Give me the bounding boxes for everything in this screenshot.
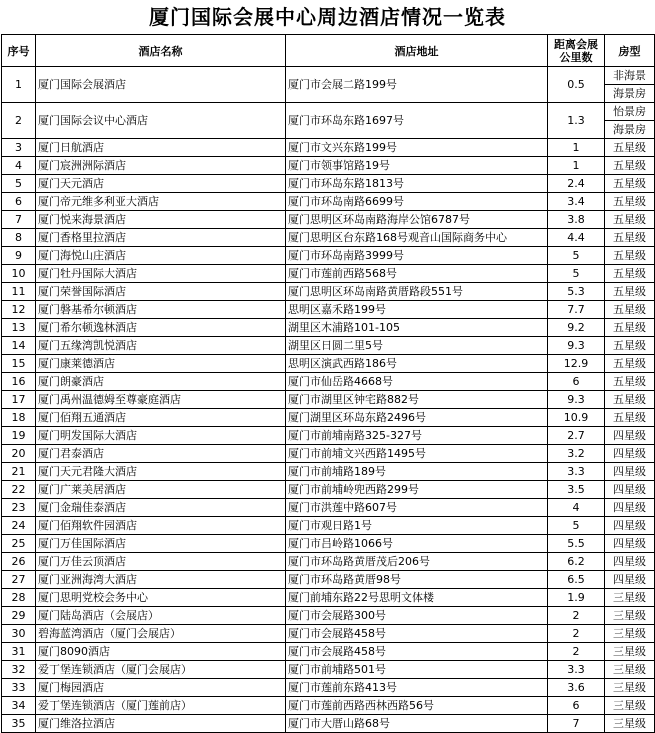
hotel-distance: 4 <box>548 499 605 517</box>
row-index: 3 <box>2 139 36 157</box>
hotel-name: 厦门万佳云顶酒店 <box>36 553 286 571</box>
room-type: 五星级 <box>605 265 655 283</box>
row-index: 33 <box>2 679 36 697</box>
hotel-name: 厦门国际会展酒店 <box>36 67 286 103</box>
table-row <box>2 661 655 679</box>
table-row <box>2 283 655 301</box>
room-type: 非海景 <box>605 67 654 85</box>
hotel-name: 厦门天元君隆大酒店 <box>36 463 286 481</box>
table-row <box>2 265 655 283</box>
hotel-address: 厦门前埔东路22号思明文体楼 <box>286 589 548 607</box>
table-row <box>2 553 655 571</box>
table-row <box>2 211 655 229</box>
hotel-name: 爱丁堡连锁酒店（厦门莲前店） <box>36 697 286 715</box>
room-type: 三星级 <box>605 679 655 697</box>
hotel-address: 厦门市仙岳路4668号 <box>286 373 548 391</box>
hotel-name: 厦门荣誉国际酒店 <box>36 283 286 301</box>
table-row <box>2 589 655 607</box>
room-type: 三星级 <box>605 625 655 643</box>
hotel-name: 厦门希尔顿逸林酒店 <box>36 319 286 337</box>
row-index: 5 <box>2 175 36 193</box>
row-index: 16 <box>2 373 36 391</box>
row-index: 32 <box>2 661 36 679</box>
table-row <box>2 697 655 715</box>
hotel-name: 厦门梅园酒店 <box>36 679 286 697</box>
hotel-distance: 2 <box>548 607 605 625</box>
table-row <box>2 103 655 139</box>
hotel-address: 厦门市莲前西路568号 <box>286 265 548 283</box>
hotel-name: 厦门金瑞佳泰酒店 <box>36 499 286 517</box>
table-row <box>2 679 655 697</box>
table-row <box>2 157 655 175</box>
hotel-address: 厦门市会展路300号 <box>286 607 548 625</box>
hotel-address: 厦门市环岛路黄厝98号 <box>286 571 548 589</box>
hotel-distance: 3.5 <box>548 481 605 499</box>
hotel-name: 厦门君泰酒店 <box>36 445 286 463</box>
hotel-address: 思明区演武西路186号 <box>286 355 548 373</box>
hotel-distance: 5 <box>548 517 605 535</box>
room-type: 怡景房 <box>605 103 654 121</box>
table-row <box>2 229 655 247</box>
hotel-distance: 4.4 <box>548 229 605 247</box>
hotel-distance: 3.4 <box>548 193 605 211</box>
row-index: 10 <box>2 265 36 283</box>
hotel-address: 厦门思明区环岛南路黄厝路段551号 <box>286 283 548 301</box>
room-type: 五星级 <box>605 409 655 427</box>
hotel-name: 厦门万佳国际酒店 <box>36 535 286 553</box>
header-type: 房型 <box>605 35 655 67</box>
hotel-address: 厦门市前埔路189号 <box>286 463 548 481</box>
hotel-distance: 3.6 <box>548 679 605 697</box>
table-row <box>2 427 655 445</box>
table-row <box>2 445 655 463</box>
hotel-name: 厦门帝元维多利亚大酒店 <box>36 193 286 211</box>
row-index: 2 <box>2 103 36 139</box>
hotel-name: 厦门磐基希尔顿酒店 <box>36 301 286 319</box>
hotel-distance: 6 <box>548 697 605 715</box>
hotel-address: 厦门市湖里区钟宅路882号 <box>286 391 548 409</box>
hotel-address: 厦门市大厝山路68号 <box>286 715 548 733</box>
hotel-name: 厦门朗豪酒店 <box>36 373 286 391</box>
table-row <box>2 625 655 643</box>
hotel-address: 厦门市环岛路黄厝茂后206号 <box>286 553 548 571</box>
hotel-name: 厦门广莱美居酒店 <box>36 481 286 499</box>
hotel-name: 爱丁堡连锁酒店（厦门会展店） <box>36 661 286 679</box>
hotel-address: 厦门市吕岭路1066号 <box>286 535 548 553</box>
room-type: 四星级 <box>605 427 655 445</box>
row-index: 20 <box>2 445 36 463</box>
table-body <box>2 67 655 733</box>
room-type: 五星级 <box>605 337 655 355</box>
room-type: 四星级 <box>605 463 655 481</box>
table-row <box>2 247 655 265</box>
hotel-distance: 1.9 <box>548 589 605 607</box>
hotel-distance: 2 <box>548 643 605 661</box>
hotel-distance: 10.9 <box>548 409 605 427</box>
hotel-name: 厦门思明党校会务中心 <box>36 589 286 607</box>
room-type: 五星级 <box>605 157 655 175</box>
table-row <box>2 193 655 211</box>
table-row <box>2 571 655 589</box>
hotel-address: 厦门市会展路458号 <box>286 643 548 661</box>
hotel-name: 厦门陆岛酒店（会展店） <box>36 607 286 625</box>
header-index: 序号 <box>2 35 36 67</box>
hotel-name: 厦门明发国际大酒店 <box>36 427 286 445</box>
row-index: 15 <box>2 355 36 373</box>
room-type: 三星级 <box>605 589 655 607</box>
room-type: 五星级 <box>605 301 655 319</box>
row-index: 14 <box>2 337 36 355</box>
row-index: 12 <box>2 301 36 319</box>
room-type: 三星级 <box>605 715 655 733</box>
room-type: 五星级 <box>605 175 655 193</box>
row-index: 25 <box>2 535 36 553</box>
hotel-distance: 12.9 <box>548 355 605 373</box>
table-row <box>2 715 655 733</box>
hotel-address: 厦门市前埔路501号 <box>286 661 548 679</box>
room-type: 五星级 <box>605 373 655 391</box>
hotel-distance: 1.3 <box>548 103 605 139</box>
room-type: 三星级 <box>605 607 655 625</box>
room-type: 三星级 <box>605 697 655 715</box>
hotel-name: 厦门天元酒店 <box>36 175 286 193</box>
table-row <box>2 409 655 427</box>
hotel-distance: 5.3 <box>548 283 605 301</box>
room-type: 四星级 <box>605 517 655 535</box>
hotel-distance: 3.8 <box>548 211 605 229</box>
row-index: 6 <box>2 193 36 211</box>
table-row <box>2 337 655 355</box>
hotel-address: 厦门市洪莲中路607号 <box>286 499 548 517</box>
hotel-address: 厦门市环岛东路1813号 <box>286 175 548 193</box>
room-type: 四星级 <box>605 499 655 517</box>
room-type: 四星级 <box>605 553 655 571</box>
table-row <box>2 481 655 499</box>
room-type: 四星级 <box>605 445 655 463</box>
hotel-distance: 2 <box>548 625 605 643</box>
hotel-address: 湖里区木浦路101-105 <box>286 319 548 337</box>
hotel-name: 厦门国际会议中心酒店 <box>36 103 286 139</box>
row-index: 19 <box>2 427 36 445</box>
table-row <box>2 643 655 661</box>
room-type: 四星级 <box>605 571 655 589</box>
row-index: 9 <box>2 247 36 265</box>
room-type: 三星级 <box>605 643 655 661</box>
room-type: 五星级 <box>605 283 655 301</box>
hotel-name: 厦门五缘湾凯悦酒店 <box>36 337 286 355</box>
room-type: 三星级 <box>605 661 655 679</box>
room-type: 五星级 <box>605 355 655 373</box>
room-type: 五星级 <box>605 319 655 337</box>
row-index: 31 <box>2 643 36 661</box>
hotel-distance: 6.2 <box>548 553 605 571</box>
hotel-name: 厦门维洛拉酒店 <box>36 715 286 733</box>
hotel-address: 厦门市前埔南路325-327号 <box>286 427 548 445</box>
hotel-distance: 3.3 <box>548 463 605 481</box>
hotel-name: 厦门禹州温德姆至尊豪庭酒店 <box>36 391 286 409</box>
room-type-cell <box>605 67 655 103</box>
table-row <box>2 391 655 409</box>
hotel-table <box>1 34 655 733</box>
hotel-address: 厦门市前埔文兴西路1495号 <box>286 445 548 463</box>
hotel-address: 湖里区日圆二里5号 <box>286 337 548 355</box>
table-row <box>2 175 655 193</box>
hotel-distance: 9.3 <box>548 337 605 355</box>
hotel-distance: 2.4 <box>548 175 605 193</box>
room-type: 五星级 <box>605 211 655 229</box>
hotel-address: 厦门市前埔岭兜西路299号 <box>286 481 548 499</box>
hotel-distance: 7 <box>548 715 605 733</box>
row-index: 23 <box>2 499 36 517</box>
row-index: 26 <box>2 553 36 571</box>
row-index: 30 <box>2 625 36 643</box>
hotel-distance: 0.5 <box>548 67 605 103</box>
row-index: 29 <box>2 607 36 625</box>
row-index: 27 <box>2 571 36 589</box>
hotel-distance: 5 <box>548 247 605 265</box>
hotel-name: 厦门悦来海景酒店 <box>36 211 286 229</box>
table-row <box>2 499 655 517</box>
table-row <box>2 607 655 625</box>
hotel-distance: 2.7 <box>548 427 605 445</box>
row-index: 28 <box>2 589 36 607</box>
hotel-address: 厦门市领事馆路19号 <box>286 157 548 175</box>
hotel-distance: 3.3 <box>548 661 605 679</box>
hotel-name: 厦门佰翔五通酒店 <box>36 409 286 427</box>
row-index: 18 <box>2 409 36 427</box>
hotel-address: 厦门市莲前西路西林西路56号 <box>286 697 548 715</box>
hotel-address: 厦门市观日路1号 <box>286 517 548 535</box>
table-row <box>2 373 655 391</box>
hotel-address: 厦门市文兴东路199号 <box>286 139 548 157</box>
row-index: 22 <box>2 481 36 499</box>
hotel-name: 厦门日航酒店 <box>36 139 286 157</box>
hotel-name: 碧海蓝湾酒店（厦门会展店） <box>36 625 286 643</box>
room-type: 四星级 <box>605 535 655 553</box>
hotel-distance: 6 <box>548 373 605 391</box>
room-type: 四星级 <box>605 481 655 499</box>
hotel-distance: 7.7 <box>548 301 605 319</box>
table-row <box>2 67 655 103</box>
room-type: 五星级 <box>605 139 655 157</box>
hotel-address: 厦门市环岛南路6699号 <box>286 193 548 211</box>
hotel-name: 厦门8090酒店 <box>36 643 286 661</box>
table-row <box>2 517 655 535</box>
hotel-address: 厦门市环岛南路3999号 <box>286 247 548 265</box>
hotel-address: 厦门思明区台东路168号观音山国际商务中心 <box>286 229 548 247</box>
hotel-name: 厦门海悦山庄酒店 <box>36 247 286 265</box>
table-row <box>2 355 655 373</box>
room-type-cell <box>605 103 655 139</box>
hotel-address: 厦门市会展二路199号 <box>286 67 548 103</box>
hotel-address: 厦门市会展路458号 <box>286 625 548 643</box>
hotel-address: 厦门市莲前东路413号 <box>286 679 548 697</box>
row-index: 4 <box>2 157 36 175</box>
header-distance: 距离会展公里数 <box>548 35 605 67</box>
row-index: 8 <box>2 229 36 247</box>
hotel-distance: 1 <box>548 157 605 175</box>
hotel-address: 厦门市环岛东路1697号 <box>286 103 548 139</box>
hotel-distance: 9.2 <box>548 319 605 337</box>
row-index: 1 <box>2 67 36 103</box>
hotel-distance: 1 <box>548 139 605 157</box>
hotel-address: 厦门思明区环岛南路海岸公馆6787号 <box>286 211 548 229</box>
table-row <box>2 139 655 157</box>
hotel-name: 厦门香格里拉酒店 <box>36 229 286 247</box>
row-index: 24 <box>2 517 36 535</box>
room-type: 五星级 <box>605 247 655 265</box>
table-row <box>2 319 655 337</box>
room-type: 海景房 <box>613 87 646 100</box>
hotel-name: 厦门康莱德酒店 <box>36 355 286 373</box>
hotel-name: 厦门宸洲洲际酒店 <box>36 157 286 175</box>
hotel-distance: 5.5 <box>548 535 605 553</box>
room-type: 海景房 <box>613 123 646 136</box>
hotel-address: 厦门湖里区环岛东路2496号 <box>286 409 548 427</box>
room-type: 五星级 <box>605 391 655 409</box>
table-row <box>2 535 655 553</box>
row-index: 7 <box>2 211 36 229</box>
table-row <box>2 463 655 481</box>
hotel-distance: 5 <box>548 265 605 283</box>
page-title: 厦门国际会展中心周边酒店情况一览表 <box>149 5 506 29</box>
table-row <box>2 301 655 319</box>
header-address: 酒店地址 <box>286 35 548 67</box>
hotel-distance: 9.3 <box>548 391 605 409</box>
hotel-distance: 6.5 <box>548 571 605 589</box>
hotel-address: 思明区嘉禾路199号 <box>286 301 548 319</box>
row-index: 34 <box>2 697 36 715</box>
hotel-distance: 3.2 <box>548 445 605 463</box>
row-index: 17 <box>2 391 36 409</box>
hotel-name: 厦门佰翔软件园酒店 <box>36 517 286 535</box>
header-name: 酒店名称 <box>36 35 286 67</box>
room-type: 五星级 <box>605 229 655 247</box>
row-index: 21 <box>2 463 36 481</box>
hotel-name: 厦门亚洲海湾大酒店 <box>36 571 286 589</box>
row-index: 11 <box>2 283 36 301</box>
hotel-name: 厦门牡丹国际大酒店 <box>36 265 286 283</box>
room-type: 五星级 <box>605 193 655 211</box>
row-index: 35 <box>2 715 36 733</box>
row-index: 13 <box>2 319 36 337</box>
table-header-row <box>2 35 655 67</box>
